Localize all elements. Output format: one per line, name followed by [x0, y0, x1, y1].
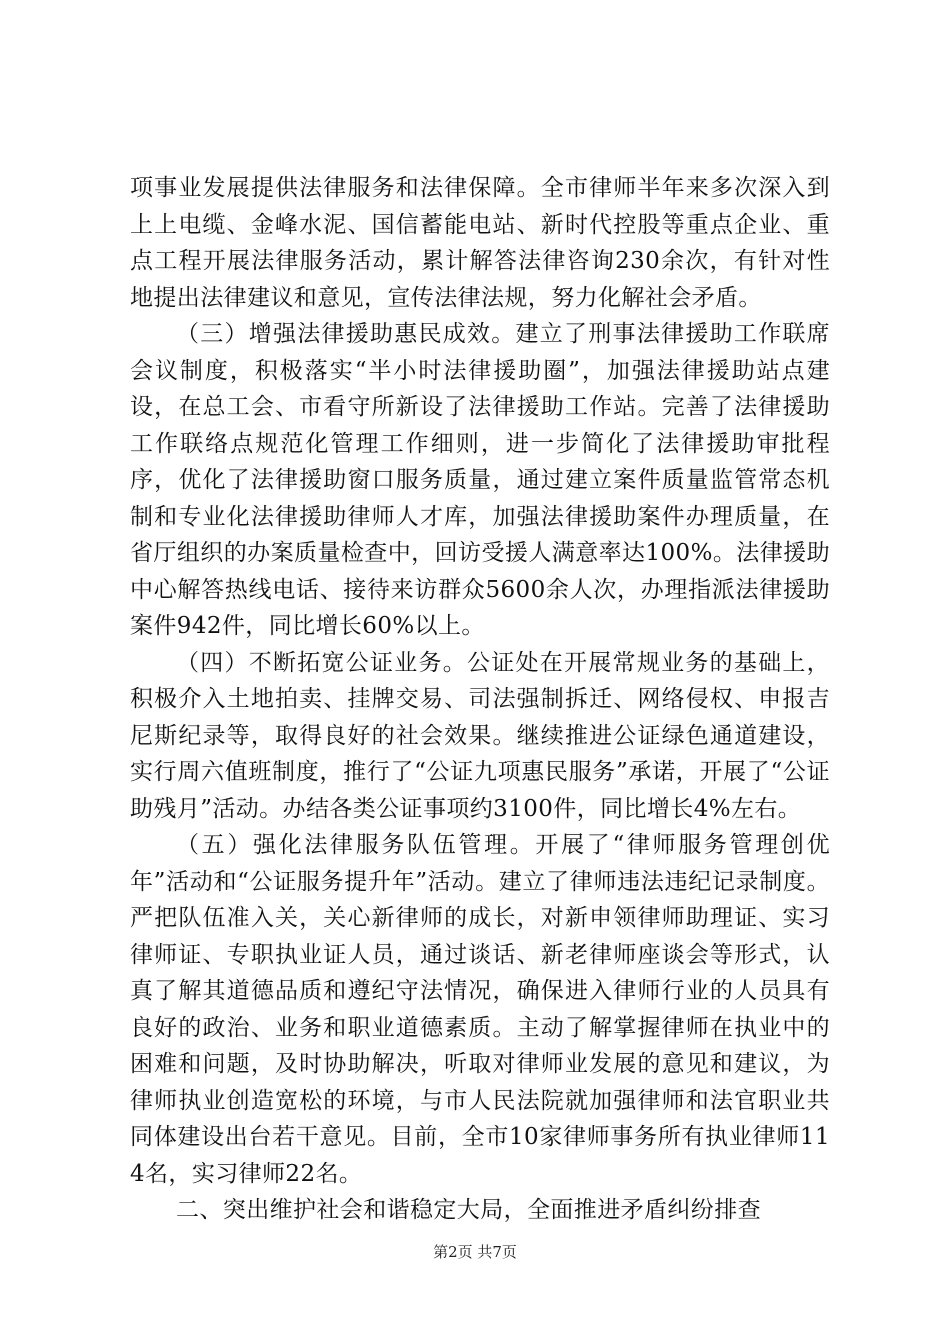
paragraph-notary: （四）不断拓宽公证业务。公证处在开展常规业务的基础上，积极介入土地拍卖、挂牌交易、司法强制拆迁、网络侵权、申报吉尼斯纪录等，取得良好的社会效果。继续推进公证绿色通道建设，实行周六值班制度，推行了“公证九项惠民服务”承诺，开展了“公证助残月”活动。办结各类公证事项约3100件，同比增长4%左右。	[130, 649, 830, 822]
paragraph-legal-aid: （三）增强法律援助惠民成效。建立了刑事法律援助工作联席会议制度，积极落实“半小时法律援助圈”，加强法律援助站点建设，在总工会、市看守所新设了法律援助工作站。完善了法律援助工作联络点规范化管理工作细则，进一步简化了法律援助审批程序，优化了法律援助窗口服务质量，通过建立案件质量监管常态机制和专业化法律援助律师人才库，加强法律援助案件办理质量，在省厅组织的办案质量检查中，回访受援人满意率达100%。法律援助中心解答热线电话、接待来访群众5600余人次，办理指派法律援助案件942件，同比增长60%以上。	[130, 321, 830, 639]
page-footer: 第2页 共7页	[433, 1243, 517, 1261]
paragraph-team-management: （五）强化法律服务队伍管理。开展了“律师服务管理创优年”活动和“公证服务提升年”活动。建立了律师违法违纪记录制度。严把队伍准入关，关心新律师的成长，对新申领律师助理证、实习律师证、专职执业证人员，通过谈话、新老律师座谈会等形式，认真了解其道德品质和遵纪守法情况，确保进入律师行业的人员具有良好的政治、业务和职业道德素质。主动了解掌握律师在执业中的困难和问题，及时协助解决，听取对律师业发展的意见和建议，为律师执业创造宽松的环境，与市人民法院就加强律师和法官职业共同体建设出台若干意见。目前，全市10家律师事务所有执业律师114名，实习律师22名。	[130, 832, 830, 1187]
document-body	[130, 170, 830, 1229]
paragraph-continuation: 项事业发展提供法律服务和法律保障。全市律师半年来多次深入到上上电缆、金峰水泥、国信蓄能电站、新时代控股等重点企业、重点工程开展法律服务活动，累计解答法律咨询230余次，有针对性地提出法律建议和意见，宣传法律法规，努力化解社会矛盾。	[130, 175, 830, 311]
paragraph-section-two: 二、突出维护社会和谐稳定大局，全面推进矛盾纠纷排查	[176, 1197, 761, 1223]
